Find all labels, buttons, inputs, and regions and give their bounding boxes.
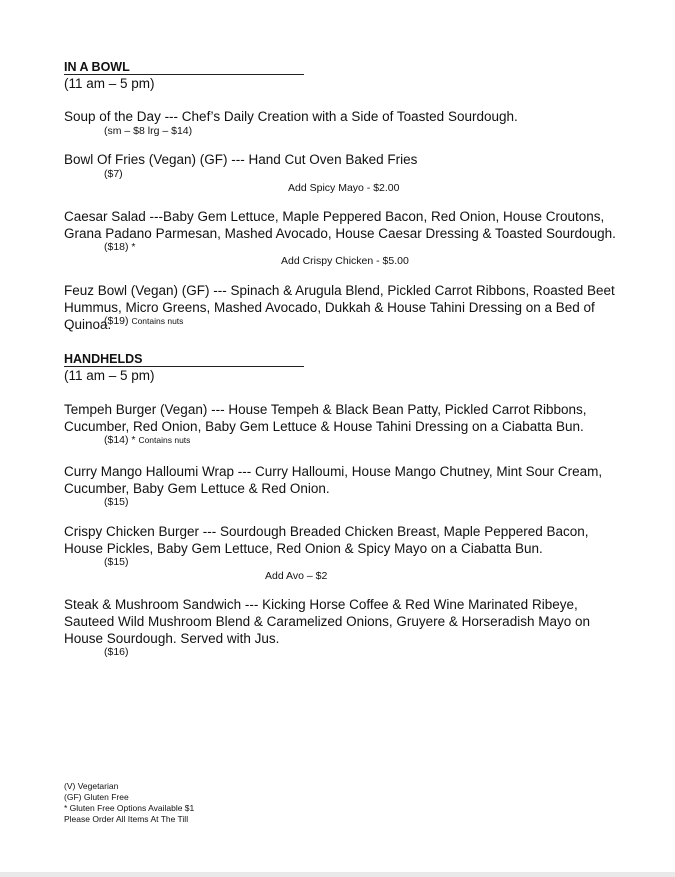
price-caesar-salad: ($18) *: [104, 241, 136, 253]
legend-line: (GF) Gluten Free: [64, 792, 129, 802]
price-fries: ($7): [104, 168, 123, 180]
price-crispy-chicken-burger: ($15): [104, 556, 129, 568]
legend-line: * Gluten Free Options Available $1: [64, 803, 195, 813]
section-title-handhelds: HANDHELDS: [64, 352, 304, 367]
menu-item-caesar-salad: Caesar Salad ---Baby Gem Lettuce, Maple Peppered Bacon, Red Onion, House Croutons, Grana Padano Parmesan, Mashed Avocado, House Caesar Dressing & Toasted Sourdough.: [64, 209, 616, 241]
addon-spicy-mayo: Add Spicy Mayo - $2.00: [288, 182, 400, 194]
menu-item-crispy-chicken-burger: Crispy Chicken Burger --- Sourdough Breaded Chicken Breast, Maple Peppered Bacon, House Pickles, Baby Gem Lettuce, Red Onion & Spicy Mayo on a Ciabatta Bun.: [64, 524, 589, 556]
price-value: ($19): [104, 315, 129, 327]
price-feuz-bowl: [104, 315, 183, 327]
legend-line: Please Order All Items At The Till: [64, 814, 189, 824]
price-tempeh-burger: [104, 434, 190, 446]
addon-avo: Add Avo – $2: [265, 570, 328, 582]
price-steak-sandwich: ($16): [104, 646, 129, 658]
contains-nuts-note: Contains nuts: [131, 316, 184, 326]
menu-item-feuz-bowl: Feuz Bowl (Vegan) (GF) --- Spinach & Arugula Blend, Pickled Carrot Ribbons, Roasted Beet Hummus, Micro Greens, Mashed Avocado, Dukkah & House Tahini Dressing on a Bed of Quinoa.: [64, 283, 615, 332]
price-halloumi-wrap: ($15): [104, 496, 129, 508]
legend: [64, 781, 194, 825]
section-hours-bowl: (11 am – 5 pm): [64, 76, 155, 91]
page-bottom-edge: [0, 872, 675, 877]
menu-item-halloumi-wrap: Curry Mango Halloumi Wrap --- Curry Halloumi, House Mango Chutney, Mint Sour Cream, Cucumber, Baby Gem Lettuce & Red Onion.: [64, 464, 603, 496]
price-soup: (sm – $8 lrg – $14): [104, 125, 193, 137]
addon-crispy-chicken: Add Crispy Chicken - $5.00: [281, 255, 409, 267]
price-value: ($14) *: [104, 434, 136, 446]
contains-nuts-note: Contains nuts: [138, 435, 191, 445]
menu-item-fries: Bowl Of Fries (Vegan) (GF) --- Hand Cut Oven Baked Fries: [64, 152, 418, 167]
menu-item-steak-sandwich: Steak & Mushroom Sandwich --- Kicking Horse Coffee & Red Wine Marinated Ribeye, Sauteed Wild Mushroom Blend & Caramelized Onions, Gruyere & Horseradish Mayo on House Sourdough. Served with Jus.: [64, 597, 590, 646]
legend-line: (V) Vegetarian: [64, 781, 119, 791]
menu-item-tempeh-burger: Tempeh Burger (Vegan) --- House Tempeh & Black Bean Patty, Pickled Carrot Ribbons, Cucumber, Red Onion, Baby Gem Lettuce & House Tahini Dressing on a Ciabatta Bun.: [64, 402, 587, 434]
section-hours-handhelds: (11 am – 5 pm): [64, 368, 155, 383]
menu-item-soup: Soup of the Day --- Chef’s Daily Creation with a Side of Toasted Sourdough.: [64, 109, 518, 124]
section-title-bowl: IN A BOWL: [64, 60, 304, 75]
